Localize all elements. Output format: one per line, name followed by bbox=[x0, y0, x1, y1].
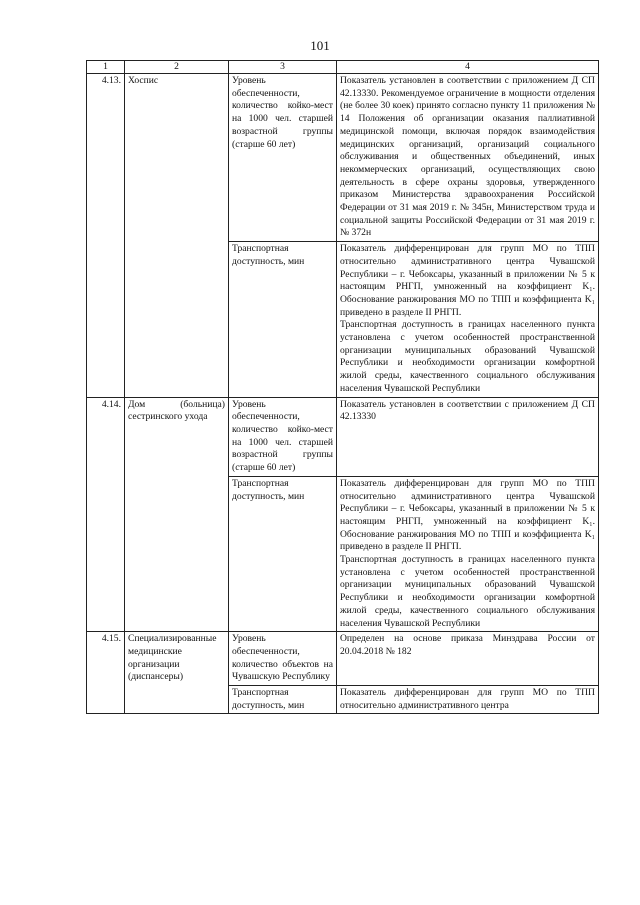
basis-cell bbox=[337, 476, 599, 631]
indicator-cell: Транспортная доступность, мин bbox=[229, 476, 337, 631]
basis-cell bbox=[337, 74, 599, 242]
table-row bbox=[87, 397, 599, 476]
facility-name: Хоспис bbox=[125, 74, 229, 398]
indicator-cell: Уровень обеспеченности, количество койко-мест на 1000 чел. старшей возрастной группы (старше 60 лет) bbox=[229, 74, 337, 242]
row-number: 4.13. bbox=[87, 74, 125, 398]
norms-table bbox=[86, 60, 599, 714]
indicator-cell: Уровень обеспеченности, количество койко-мест на 1000 чел. старшей возрастной группы (старше 60 лет) bbox=[229, 397, 337, 476]
header-cell: 2 bbox=[125, 61, 229, 74]
page-number: 101 bbox=[310, 38, 330, 53]
basis-paragraph: Показатель дифференцирован для групп МО по ТПП относительно административного центра Чувашской Республики – г. Чебоксары, указанный в приложении № 5 к настоящим РНГП, умноженный на коэффициент K₁. Обоснование ранжирования МО по ТПП и коэффициента K₁ приведено в разделе II РНГП. bbox=[340, 243, 595, 318]
basis-paragraph: Транспортная доступность в границах населенного пункта установлена с учетом особенностей пространственной организации муниципальных образований Чувашской Республики и необходимости организации комфортной жилой среды, качественного социального обслуживания населения Чувашской Республики bbox=[340, 319, 595, 394]
facility-name: Специализированные медицинские организации (диспансеры) bbox=[125, 632, 229, 714]
row-number: 4.15. bbox=[87, 632, 125, 714]
basis-cell bbox=[337, 242, 599, 397]
facility-name: Дом (больница) сестринского ухода bbox=[125, 397, 229, 632]
basis-cell bbox=[337, 397, 599, 476]
basis-paragraph: Определен на основе приказа Минздрава России от 20.04.2018 № 182 bbox=[340, 633, 595, 657]
indicator-cell: Уровень обеспеченности, количество объектов на Чувашскую Республику bbox=[229, 632, 337, 686]
table-row bbox=[87, 74, 599, 242]
header-cell: 4 bbox=[337, 61, 599, 74]
indicator-cell: Транспортная доступность, мин bbox=[229, 686, 337, 714]
row-number: 4.14. bbox=[87, 397, 125, 632]
basis-paragraph: Показатель установлен в соответствии с приложением Д СП 42.13330 bbox=[340, 398, 595, 423]
header-cell: 1 bbox=[87, 61, 125, 74]
table-row bbox=[87, 632, 599, 686]
basis-paragraph: Транспортная доступность в границах населенного пункта установлена с учетом особенностей пространственной организации муниципальных образований Чувашской Республики и необходимости организации комфортной жилой среды, качественного социального обслуживания населения Чувашской Республики bbox=[340, 554, 595, 629]
header-cell: 3 bbox=[229, 61, 337, 74]
basis-cell bbox=[337, 632, 599, 686]
basis-paragraph: Показатель дифференцирован для групп МО по ТПП относительно административного центра bbox=[340, 687, 595, 711]
basis-cell bbox=[337, 686, 599, 714]
table-header-row bbox=[87, 61, 599, 74]
basis-paragraph: Показатель дифференцирован для групп МО по ТПП относительно административного центра Чувашской Республики – г. Чебоксары, указанный в приложении № 5 к настоящим РНГП, умноженный на коэффициент K₁. Обоснование ранжирования МО по ТПП и коэффициента K₁ приведено в разделе II РНГП. bbox=[340, 477, 595, 553]
basis-paragraph: Показатель установлен в соответствии с приложением Д СП 42.13330. Рекомендуемое ограничение в мощности отделения (не более 30 коек) принято согласно пункту 11 приложения № 14 Положения об организации оказания паллиативной медицинской помощи, включая порядок взаимодействия медицинских организаций, организаций социального обслуживания и общественных объединений, иных некоммерческих организаций, осуществляющих свою деятельность в сфере охраны здоровья, утвержденного приказом Министерства здравоохранения Российской Федерации от 31 мая 2019 г. № 345н, Министерством труда и социальной защиты Российской Федерации от 31 мая 2019 г. № 372н bbox=[340, 75, 595, 239]
indicator-cell: Транспортная доступность, мин bbox=[229, 242, 337, 397]
